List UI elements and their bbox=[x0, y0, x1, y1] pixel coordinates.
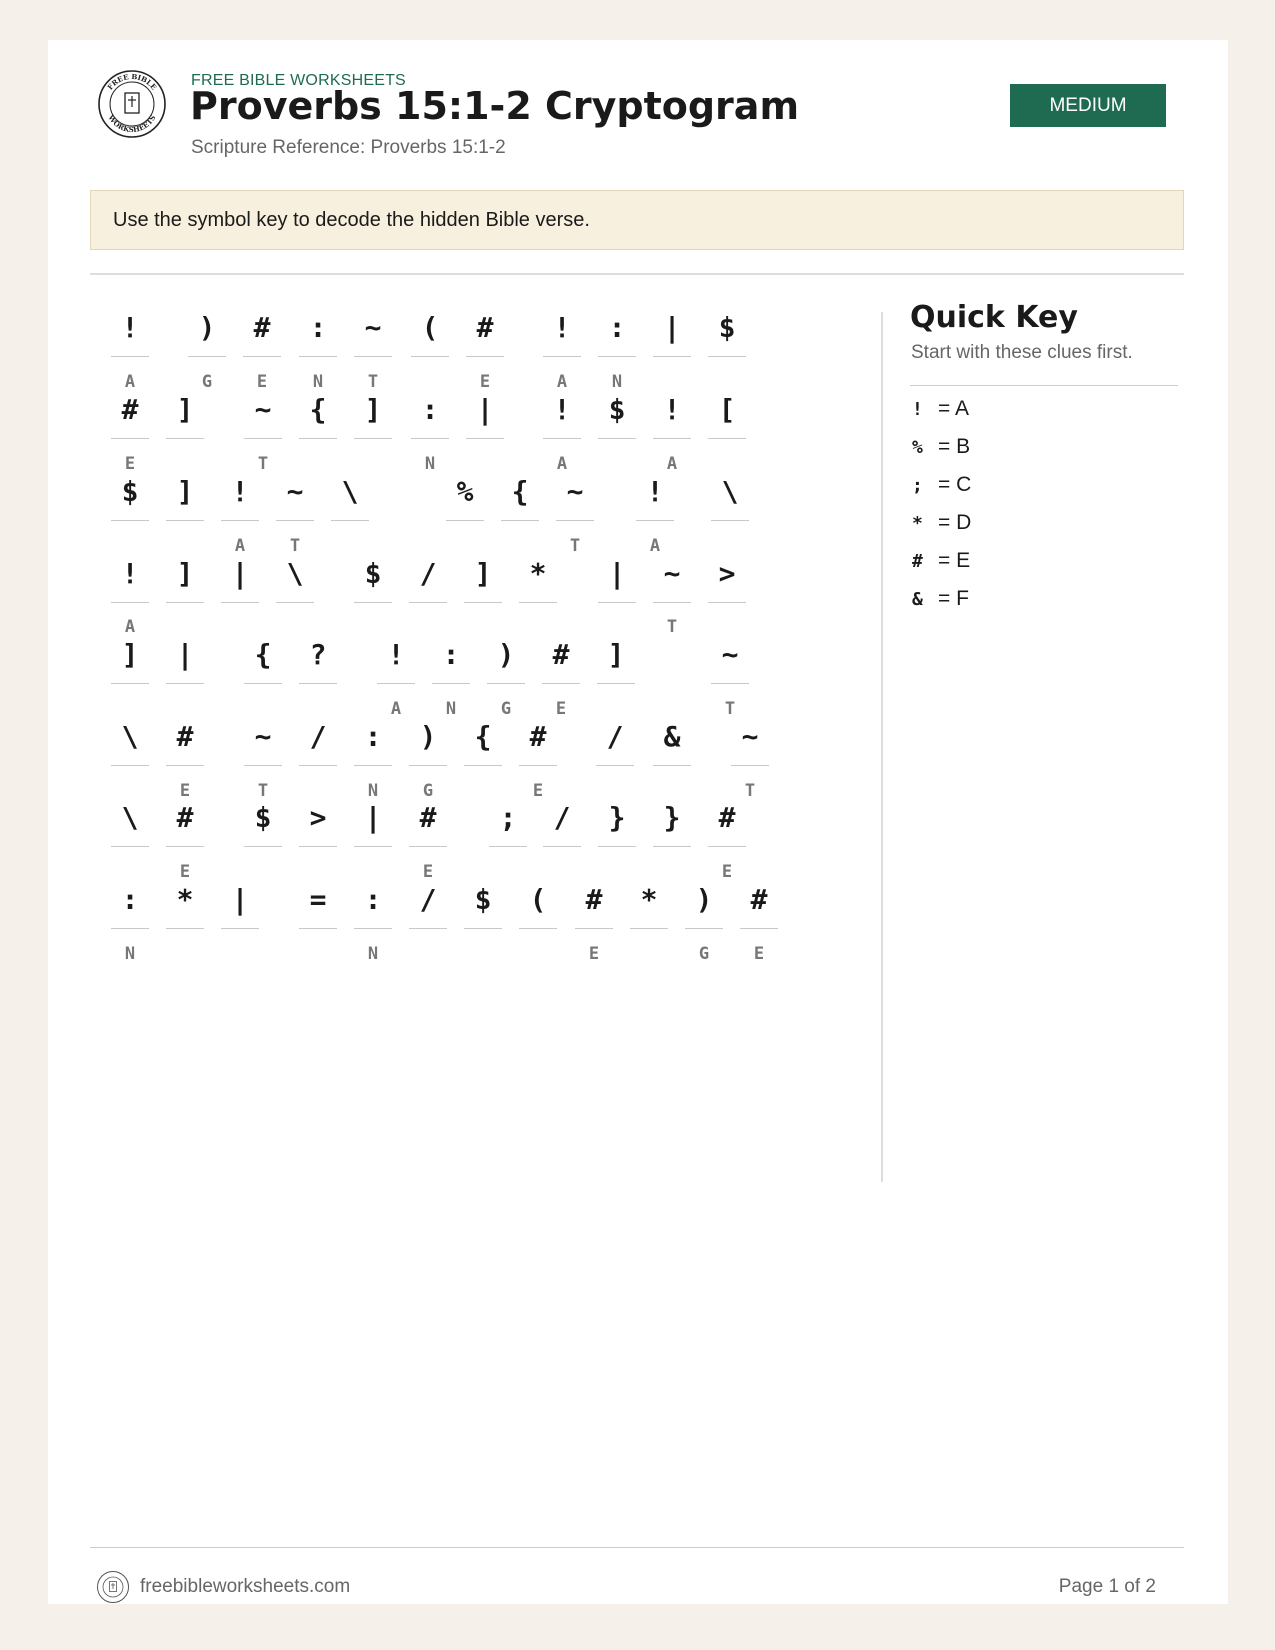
cipher-symbol: $ bbox=[121, 475, 139, 508]
answer-line bbox=[466, 356, 504, 357]
answer-line bbox=[354, 356, 392, 357]
answer-line bbox=[299, 765, 337, 766]
answer-line bbox=[519, 928, 557, 929]
decoded-letter-text: N bbox=[312, 372, 324, 392]
answer-line bbox=[221, 520, 259, 521]
decoded-letter-text: G bbox=[500, 699, 512, 719]
cipher-symbol: $ bbox=[718, 311, 736, 344]
answer-line bbox=[111, 846, 149, 847]
answer-line bbox=[221, 928, 259, 929]
cipher-symbol: $ bbox=[364, 557, 382, 590]
answer-line bbox=[630, 928, 668, 929]
cipher-symbol: # bbox=[476, 311, 494, 344]
cipher-symbol: = bbox=[309, 883, 327, 916]
answer-line bbox=[299, 438, 337, 439]
cipher-symbol: | bbox=[364, 801, 382, 834]
decoded-letter-text: A bbox=[556, 372, 568, 392]
answer-line bbox=[653, 765, 691, 766]
quick-key-item bbox=[910, 434, 970, 460]
answer-line bbox=[111, 520, 149, 521]
cipher-symbol: # bbox=[253, 311, 271, 344]
answer-line bbox=[111, 602, 149, 603]
answer-line bbox=[111, 765, 149, 766]
cipher-symbol: # bbox=[585, 883, 603, 916]
instructions-text: Use the symbol key to decode the hidden Bible verse. bbox=[113, 208, 590, 231]
cipher-symbol: | bbox=[608, 557, 626, 590]
answer-line bbox=[466, 438, 504, 439]
answer-line bbox=[244, 683, 282, 684]
cipher-symbol: ! bbox=[553, 393, 571, 426]
cipher-symbol: % bbox=[456, 475, 474, 508]
cipher-symbol: ~ bbox=[663, 557, 681, 590]
answer-line bbox=[111, 928, 149, 929]
cipher-symbol: : bbox=[364, 720, 382, 753]
cipher-symbol: / bbox=[606, 720, 624, 753]
cipher-symbol: ] bbox=[364, 393, 382, 426]
answer-line bbox=[409, 602, 447, 603]
decoded-letter-text: E bbox=[256, 372, 268, 392]
page-number: Page 1 of 2 bbox=[1058, 1576, 1156, 1597]
answer-line bbox=[276, 520, 314, 521]
cipher-symbol: { bbox=[474, 720, 492, 753]
decoded-letter-text: A bbox=[234, 536, 246, 556]
decoded-letter-text: T bbox=[367, 372, 379, 392]
answer-line bbox=[221, 602, 259, 603]
decoded-letter-text: E bbox=[179, 862, 191, 882]
answer-line bbox=[653, 602, 691, 603]
cipher-symbol: # bbox=[176, 801, 194, 834]
quick-key-letter: = B bbox=[938, 435, 971, 458]
answer-line bbox=[464, 765, 502, 766]
cipher-symbol: # bbox=[718, 801, 736, 834]
cipher-symbol: | bbox=[476, 393, 494, 426]
answer-line bbox=[653, 356, 691, 357]
cipher-symbol: | bbox=[663, 311, 681, 344]
answer-line bbox=[411, 438, 449, 439]
answer-line bbox=[464, 602, 502, 603]
decoded-letter-text: T bbox=[257, 454, 269, 474]
quick-key-letter: = F bbox=[938, 587, 969, 610]
cipher-symbol: ( bbox=[421, 311, 439, 344]
cipher-symbol: : bbox=[309, 311, 327, 344]
cipher-symbol: { bbox=[309, 393, 327, 426]
instructions-box bbox=[90, 190, 1184, 250]
cipher-symbol: { bbox=[254, 638, 272, 671]
cipher-symbol: / bbox=[553, 801, 571, 834]
cipher-symbol: # bbox=[529, 720, 547, 753]
cipher-symbol: ~ bbox=[254, 720, 272, 753]
cipher-symbol: * bbox=[529, 557, 547, 590]
answer-line bbox=[519, 602, 557, 603]
answer-line bbox=[519, 765, 557, 766]
cipher-symbol: \ bbox=[121, 720, 139, 753]
cipher-symbol: \ bbox=[121, 801, 139, 834]
answer-line bbox=[299, 683, 337, 684]
answer-line bbox=[464, 928, 502, 929]
cipher-symbol: # bbox=[750, 883, 768, 916]
quick-key-item bbox=[910, 472, 971, 498]
answer-line bbox=[377, 683, 415, 684]
quick-key-item bbox=[910, 586, 969, 612]
quick-key-symbol: # bbox=[912, 550, 923, 572]
answer-line bbox=[653, 438, 691, 439]
quick-key-letter: = E bbox=[938, 549, 971, 572]
decoded-letter-text: E bbox=[124, 454, 136, 474]
cipher-symbol: # bbox=[419, 801, 437, 834]
column-divider bbox=[881, 312, 883, 1182]
answer-line bbox=[244, 438, 282, 439]
footer-divider bbox=[90, 1547, 1184, 1548]
answer-line bbox=[708, 602, 746, 603]
header-divider bbox=[90, 273, 1184, 275]
decoded-letter-text: N bbox=[445, 699, 457, 719]
answer-line bbox=[598, 356, 636, 357]
cipher-symbol: ~ bbox=[364, 311, 382, 344]
decoded-letter-text: T bbox=[724, 699, 736, 719]
quick-key-item bbox=[910, 548, 970, 574]
answer-line bbox=[556, 520, 594, 521]
answer-line bbox=[166, 602, 204, 603]
answer-line bbox=[409, 765, 447, 766]
decoded-letter-text: A bbox=[390, 699, 402, 719]
answer-line bbox=[331, 520, 369, 521]
brand-name: FREE BIBLE WORKSHEETS bbox=[191, 72, 406, 89]
decoded-letter-text: E bbox=[179, 781, 191, 801]
cipher-symbol: ] bbox=[607, 638, 625, 671]
cipher-symbol: ~ bbox=[254, 393, 272, 426]
answer-line bbox=[598, 438, 636, 439]
decoded-letter-text: T bbox=[569, 536, 581, 556]
answer-line bbox=[166, 683, 204, 684]
cipher-symbol: ! bbox=[231, 475, 249, 508]
cipher-symbol: # bbox=[121, 393, 139, 426]
answer-line bbox=[487, 683, 525, 684]
cipher-symbol: ; bbox=[499, 801, 517, 834]
quick-key-item bbox=[910, 396, 969, 422]
quick-key-divider bbox=[910, 385, 1178, 386]
answer-line bbox=[598, 846, 636, 847]
answer-line bbox=[166, 846, 204, 847]
answer-line bbox=[575, 928, 613, 929]
answer-line bbox=[166, 765, 204, 766]
cipher-symbol: \ bbox=[286, 557, 304, 590]
answer-line bbox=[409, 846, 447, 847]
quick-key-symbol: ! bbox=[912, 398, 923, 420]
worksheet-logo-icon bbox=[97, 69, 167, 139]
answer-line bbox=[411, 356, 449, 357]
cipher-symbol: * bbox=[640, 883, 658, 916]
answer-line bbox=[111, 683, 149, 684]
cipher-symbol: ? bbox=[309, 638, 327, 671]
answer-line bbox=[243, 356, 281, 357]
cipher-symbol: # bbox=[552, 638, 570, 671]
cipher-symbol: : bbox=[442, 638, 460, 671]
quick-key-letter: = C bbox=[938, 473, 972, 496]
decoded-letter-text: T bbox=[257, 781, 269, 801]
footer-logo-icon bbox=[96, 1570, 130, 1604]
answer-line bbox=[299, 846, 337, 847]
answer-line bbox=[244, 765, 282, 766]
answer-line bbox=[731, 765, 769, 766]
cipher-symbol: } bbox=[663, 801, 681, 834]
decoded-letter-text: E bbox=[422, 862, 434, 882]
cipher-symbol: \ bbox=[721, 475, 739, 508]
cipher-symbol: / bbox=[309, 720, 327, 753]
page-title: Proverbs 15:1-2 Cryptogram bbox=[190, 84, 800, 128]
answer-line bbox=[244, 846, 282, 847]
cipher-symbol: ) bbox=[497, 638, 515, 671]
answer-line bbox=[299, 928, 337, 929]
cipher-symbol: } bbox=[608, 801, 626, 834]
cipher-symbol: ] bbox=[474, 557, 492, 590]
decoded-letter-text: E bbox=[479, 372, 491, 392]
cipher-symbol: / bbox=[419, 883, 437, 916]
decoded-letter-text: E bbox=[753, 944, 765, 964]
answer-line bbox=[543, 356, 581, 357]
answer-line bbox=[354, 928, 392, 929]
decoded-letter-text: A bbox=[649, 536, 661, 556]
answer-line bbox=[111, 356, 149, 357]
answer-line bbox=[708, 438, 746, 439]
answer-line bbox=[354, 846, 392, 847]
decoded-letter-text: A bbox=[124, 617, 136, 637]
cipher-symbol: ] bbox=[176, 557, 194, 590]
decoded-letter-text: T bbox=[289, 536, 301, 556]
cipher-symbol: ~ bbox=[741, 720, 759, 753]
answer-line bbox=[501, 520, 539, 521]
cipher-symbol: ~ bbox=[721, 638, 739, 671]
decoded-letter-text: A bbox=[666, 454, 678, 474]
quick-key-symbol: * bbox=[912, 512, 923, 534]
answer-line bbox=[740, 928, 778, 929]
cipher-symbol: ! bbox=[663, 393, 681, 426]
answer-line bbox=[299, 356, 337, 357]
answer-line bbox=[543, 438, 581, 439]
decoded-letter-text: T bbox=[744, 781, 756, 801]
cipher-symbol: : bbox=[421, 393, 439, 426]
scripture-reference: Scripture Reference: Proverbs 15:1-2 bbox=[191, 137, 506, 158]
cipher-symbol: [ bbox=[718, 393, 736, 426]
cipher-symbol: ] bbox=[176, 393, 194, 426]
decoded-letter-text: E bbox=[721, 862, 733, 882]
cipher-symbol: > bbox=[718, 557, 736, 590]
quick-key-symbol: % bbox=[912, 436, 923, 458]
cipher-symbol: ! bbox=[121, 311, 139, 344]
svg-text:FREE BIBLE: FREE BIBLE bbox=[105, 71, 159, 92]
cipher-symbol: ( bbox=[529, 883, 547, 916]
answer-line bbox=[354, 602, 392, 603]
answer-line bbox=[489, 846, 527, 847]
svg-text:WORKSHEETS: WORKSHEETS bbox=[106, 113, 158, 135]
cipher-symbol: ! bbox=[387, 638, 405, 671]
answer-line bbox=[276, 602, 314, 603]
decoded-letter-text: E bbox=[555, 699, 567, 719]
answer-line bbox=[432, 683, 470, 684]
cipher-symbol: ~ bbox=[286, 475, 304, 508]
difficulty-badge: MEDIUM bbox=[1010, 84, 1166, 127]
answer-line bbox=[166, 928, 204, 929]
answer-line bbox=[711, 520, 749, 521]
answer-line bbox=[711, 683, 749, 684]
cipher-symbol: # bbox=[176, 720, 194, 753]
cipher-symbol: : bbox=[364, 883, 382, 916]
cipher-symbol: * bbox=[176, 883, 194, 916]
quick-key-letter: = D bbox=[938, 511, 972, 534]
quick-key-letter: = A bbox=[938, 397, 969, 420]
quick-key-symbol: ; bbox=[912, 474, 923, 496]
answer-line bbox=[636, 520, 674, 521]
cipher-symbol: ! bbox=[121, 557, 139, 590]
cipher-symbol: $ bbox=[608, 393, 626, 426]
answer-line bbox=[685, 928, 723, 929]
cipher-symbol: $ bbox=[474, 883, 492, 916]
decoded-letter-text: E bbox=[588, 944, 600, 964]
cipher-symbol: $ bbox=[254, 801, 272, 834]
answer-line bbox=[596, 765, 634, 766]
cipher-symbol: \ bbox=[341, 475, 359, 508]
cipher-symbol: | bbox=[231, 557, 249, 590]
answer-line bbox=[166, 438, 204, 439]
cipher-symbol: { bbox=[511, 475, 529, 508]
decoded-letter-text: N bbox=[424, 454, 436, 474]
quick-key-item bbox=[910, 510, 971, 536]
cipher-symbol: ! bbox=[646, 475, 664, 508]
decoded-letter-text: G bbox=[422, 781, 434, 801]
cipher-symbol: : bbox=[608, 311, 626, 344]
cipher-symbol: ) bbox=[198, 311, 216, 344]
decoded-letter-text: N bbox=[124, 944, 136, 964]
answer-line bbox=[653, 846, 691, 847]
answer-line bbox=[446, 520, 484, 521]
answer-line bbox=[188, 356, 226, 357]
decoded-letter-text: E bbox=[532, 781, 544, 801]
decoded-letter-text: N bbox=[367, 781, 379, 801]
quick-key-subtitle: Start with these clues first. bbox=[911, 342, 1133, 363]
worksheet-page bbox=[48, 40, 1228, 1604]
cipher-symbol: ) bbox=[419, 720, 437, 753]
cipher-symbol: ! bbox=[553, 311, 571, 344]
cipher-symbol: > bbox=[309, 801, 327, 834]
cipher-symbol: / bbox=[419, 557, 437, 590]
decoded-letter-text: N bbox=[611, 372, 623, 392]
cipher-symbol: : bbox=[121, 883, 139, 916]
decoded-letter-text: G bbox=[698, 944, 710, 964]
answer-line bbox=[354, 438, 392, 439]
answer-line bbox=[597, 683, 635, 684]
decoded-letter-text: A bbox=[556, 454, 568, 474]
cipher-symbol: | bbox=[176, 638, 194, 671]
answer-line bbox=[542, 683, 580, 684]
cipher-symbol: ) bbox=[695, 883, 713, 916]
cipher-symbol: ~ bbox=[566, 475, 584, 508]
cipher-symbol: | bbox=[231, 883, 249, 916]
answer-line bbox=[166, 520, 204, 521]
decoded-letter-text: A bbox=[124, 372, 136, 392]
answer-line bbox=[708, 356, 746, 357]
answer-line bbox=[708, 846, 746, 847]
answer-line bbox=[111, 438, 149, 439]
answer-line bbox=[409, 928, 447, 929]
footer-site-url: freebibleworksheets.com bbox=[140, 1576, 351, 1597]
quick-key-symbol: & bbox=[912, 588, 923, 610]
answer-line bbox=[598, 602, 636, 603]
decoded-letter-text: G bbox=[201, 372, 213, 392]
decoded-letter-text: T bbox=[666, 617, 678, 637]
decoded-letter-text: N bbox=[367, 944, 379, 964]
cipher-symbol: & bbox=[663, 720, 681, 753]
answer-line bbox=[543, 846, 581, 847]
cipher-symbol: ] bbox=[121, 638, 139, 671]
quick-key-title: Quick Key bbox=[910, 300, 1078, 335]
cipher-symbol: ] bbox=[176, 475, 194, 508]
answer-line bbox=[354, 765, 392, 766]
